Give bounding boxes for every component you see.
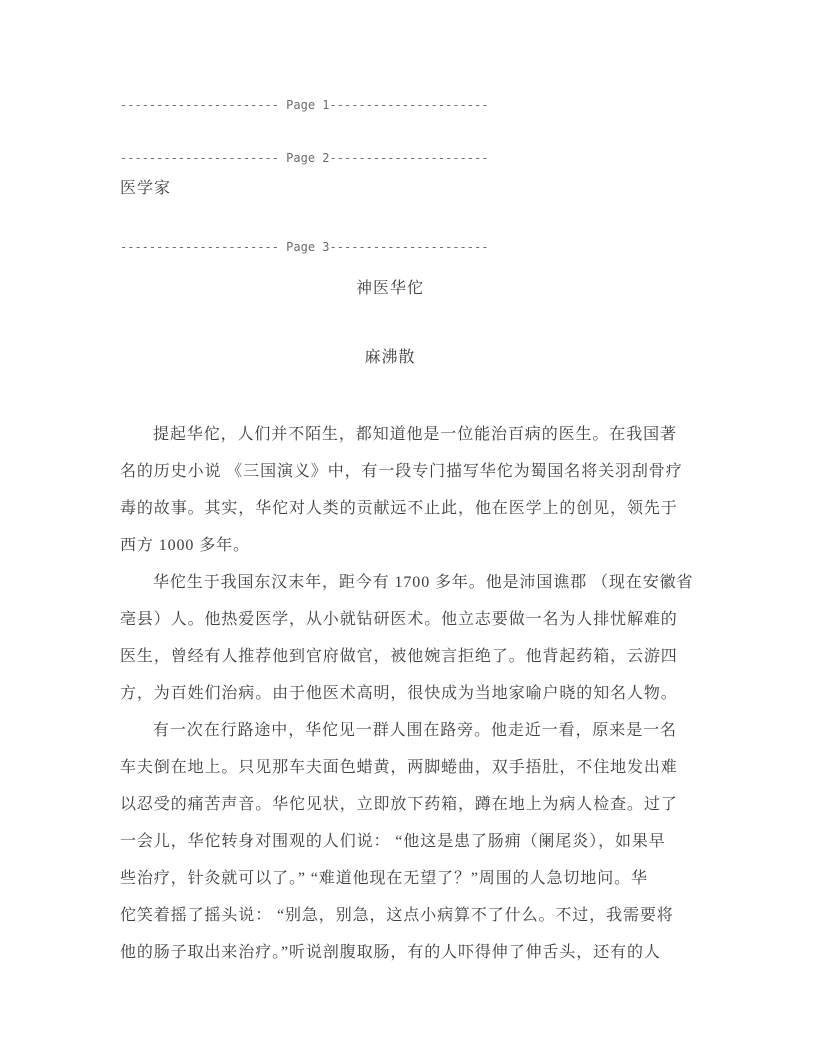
paragraph-1-line-2: 名的历史小说 《三国演义》中，有一段专门描写华佗为蜀国名将关羽刮骨疗 (120, 463, 683, 480)
paragraph-3-line-2: 车夫倒在地上。只见那车夫面色蜡黄，两脚蜷曲，双手捂肚，不住地发出难 (120, 759, 678, 776)
document-body (120, 416, 698, 971)
paragraph-2-line-4: 方，为百姓们治病。由于他医术高明，很快成为当地家喻户晓的知名人物。 (120, 685, 678, 702)
paragraph-2-line-1: 华佗生于我国东汉末年，距今有 1700 多年。他是沛国谯郡 （现在安徽省 (153, 574, 694, 591)
page-break-marker-2: ---------------------- Page 2---------------------- (120, 151, 489, 165)
paragraph-1-line-4: 西方 1000 多年。 (120, 537, 250, 554)
paragraph-3-line-4: 一会儿，华佗转身对围观的人们说： “他这是患了肠痈（阑尾炎），如果早 (120, 833, 666, 850)
paragraph-3-line-1: 有一次在行路途中，华佗见一群人围在路旁。他走近一看，原来是一名 (153, 722, 677, 739)
paragraph-2-line-2: 亳县）人。他热爱医学，从小就钻研医术。他立志要做一名为人排忧解难的 (120, 611, 678, 628)
paragraph-2-line-3: 医生，曾经有人推荐他到官府做官，被他婉言拒绝了。他背起药箱，云游四 (120, 648, 678, 665)
paragraph-1-line-1: 提起华佗，人们并不陌生，都知道他是一位能治百病的医生。在我国著 (153, 426, 677, 443)
paragraph-1-line-3: 毒的故事。其实，华佗对人类的贡献远不止此，他在医学上的创见，领先于 (120, 500, 678, 517)
paragraph-3-line-7: 他的肠子取出来治疗。”听说剖腹取肠，有的人吓得伸了伸舌头，还有的人 (120, 944, 661, 961)
paragraph-3-line-3: 以忍受的痛苦声音。华佗见状，立即放下药箱，蹲在地上为病人检查。过了 (120, 796, 678, 813)
paragraph-3-line-5: 些治疗，针灸就可以了。” “难道他现在无望了？”周围的人急切地问。华 (120, 870, 648, 887)
page-break-marker-1: ---------------------- Page 1---------------------- (120, 98, 489, 112)
paragraph-3-line-6: 佗笑着摇了摇头说： “别急，别急，这点小病算不了什么。不过，我需要将 (120, 907, 674, 924)
document-subtitle: 麻沸散 (364, 349, 416, 366)
document-title: 神医华佗 (355, 280, 424, 297)
page2-heading: 医学家 (120, 180, 172, 197)
page-break-marker-3: ---------------------- Page 3---------------------- (120, 240, 489, 254)
